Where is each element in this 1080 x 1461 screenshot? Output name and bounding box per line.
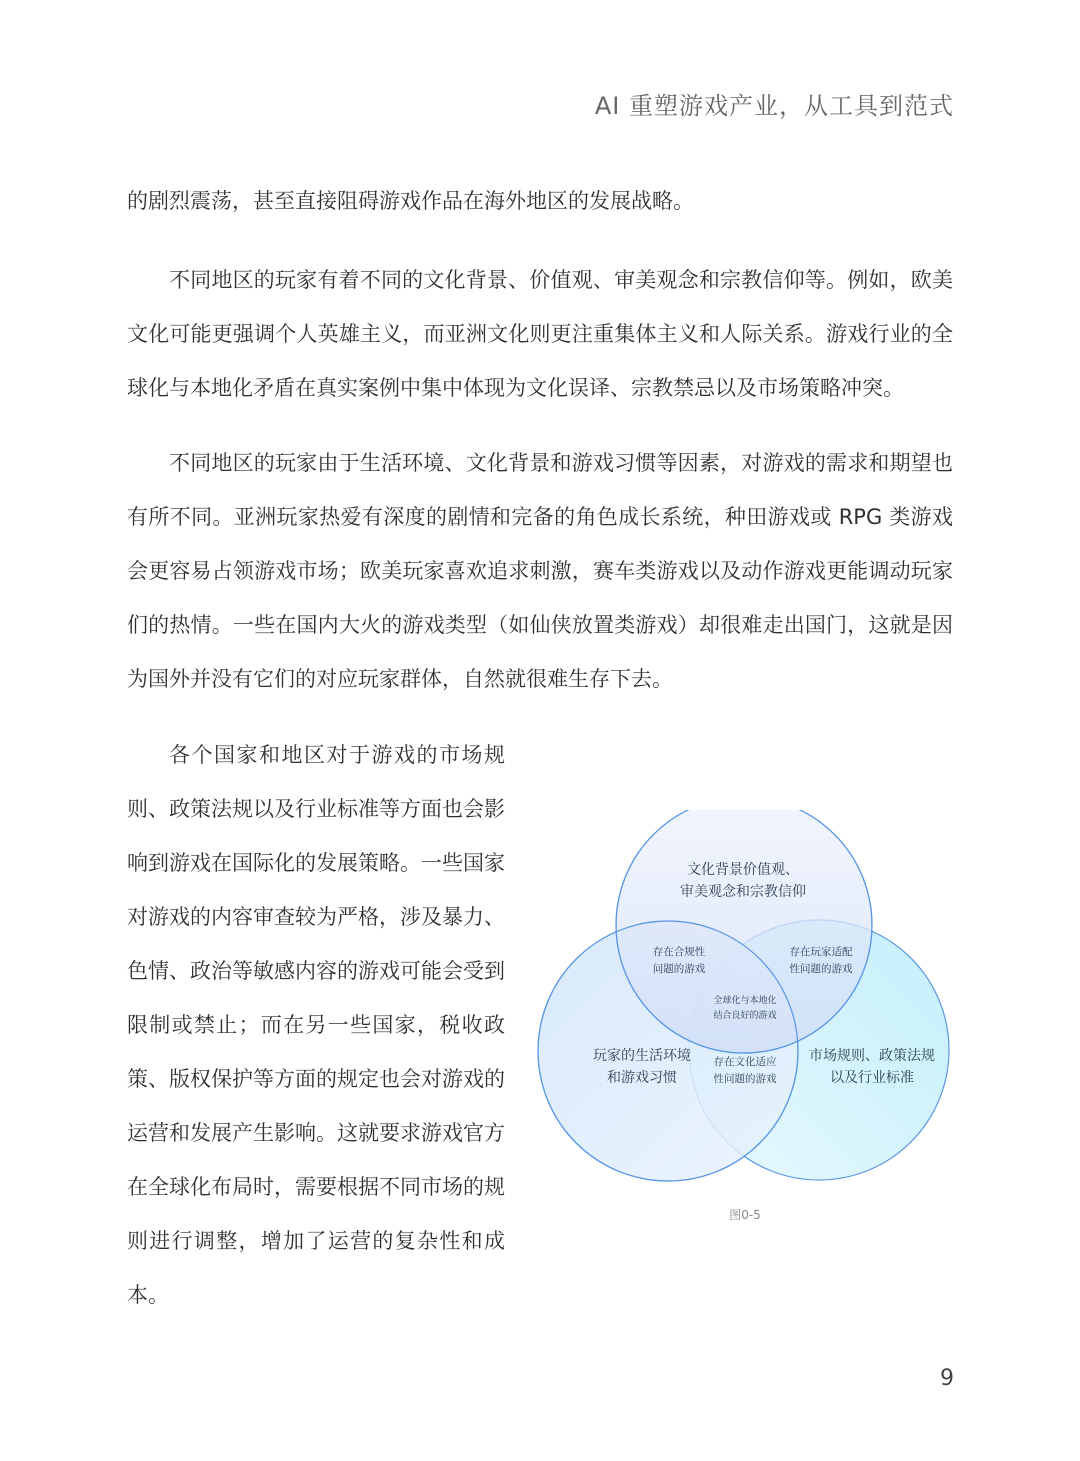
label-right-line1: 市场规则、政策法规 bbox=[809, 1048, 935, 1064]
label-overlap-left-right-line2: 性问题的游戏 bbox=[713, 1073, 777, 1085]
label-top-line1: 文化背景价值观、 bbox=[687, 862, 799, 878]
venn-diagram bbox=[532, 810, 962, 1230]
label-overlap-top-right-line1: 存在玩家适配 bbox=[789, 946, 853, 958]
label-overlap-top-left bbox=[624, 944, 734, 978]
label-overlap-top-left-line2: 问题的游戏 bbox=[652, 963, 706, 975]
page-number: 9 bbox=[940, 1366, 954, 1391]
label-right-circle bbox=[787, 1045, 957, 1089]
label-overlap-left-right-line1: 存在文化适应 bbox=[713, 1056, 777, 1068]
label-overlap-center bbox=[695, 994, 795, 1024]
label-left-line1: 玩家的生活环境 bbox=[593, 1048, 691, 1064]
label-left-line2: 和游戏习惯 bbox=[607, 1070, 677, 1086]
label-overlap-left-right bbox=[690, 1054, 800, 1088]
label-top-circle bbox=[643, 859, 843, 903]
figure-caption: 图0-5 bbox=[729, 1208, 761, 1222]
label-overlap-top-right bbox=[766, 944, 876, 978]
label-overlap-top-right-line2: 性问题的游戏 bbox=[789, 963, 853, 975]
paragraph-player-needs: 不同地区的玩家由于生活环境、文化背景和游戏习惯等因素，对游戏的需求和期望也有所不同。亚洲玩家热爱有深度的剧情和完备的角色成长系统，种田游戏或 RPG 类游戏会更容易占领游戏市场；欧美玩家喜欢追求刺激，赛车类游戏以及动作游戏更能调动玩家们的热情。一些在国内大火的游戏类型（如仙侠放置类游戏）却很难走出国门，这就是因为国外并没有它们的对应玩家群体，自然就很难生存下去。 bbox=[127, 451, 953, 691]
label-overlap-center-line2: 结合良好的游戏 bbox=[713, 1011, 777, 1021]
label-overlap-top-left-line1: 存在合规性 bbox=[652, 946, 706, 958]
paragraph-continuation: 的剧烈震荡，甚至直接阻碍游戏作品在海外地区的发展战略。 bbox=[127, 189, 694, 213]
label-overlap-center-line1: 全球化与本地化 bbox=[713, 996, 777, 1006]
label-top-line2: 审美观念和宗教信仰 bbox=[680, 884, 806, 900]
running-header-title: AI 重塑游戏产业，从工具到范式 bbox=[594, 92, 954, 120]
label-right-line2: 以及行业标准 bbox=[830, 1070, 914, 1086]
paragraph-cultural-differences: 不同地区的玩家有着不同的文化背景、价值观、审美观念和宗教信仰等。例如，欧美文化可能更强调个人英雄主义，而亚洲文化则更注重集体主义和人际关系。游戏行业的全球化与本地化矛盾在真实案例中集中体现为文化误译、宗教禁忌以及市场策略冲突。 bbox=[127, 268, 953, 400]
paragraph-market-rules: 各个国家和地区对于游戏的市场规则、政策法规以及行业标准等方面也会影响到游戏在国际化的发展策略。一些国家对游戏的内容审查较为严格，涉及暴力、色情、政治等敏感内容的游戏可能会受到限制或禁止；而在另一些国家，税收政策、版权保护等方面的规定也会对游戏的运营和发展产生影响。这就要求游戏官方在全球化布局时，需要根据不同市场的规则进行调整，增加了运营的复杂性和成本。 bbox=[127, 743, 505, 1307]
